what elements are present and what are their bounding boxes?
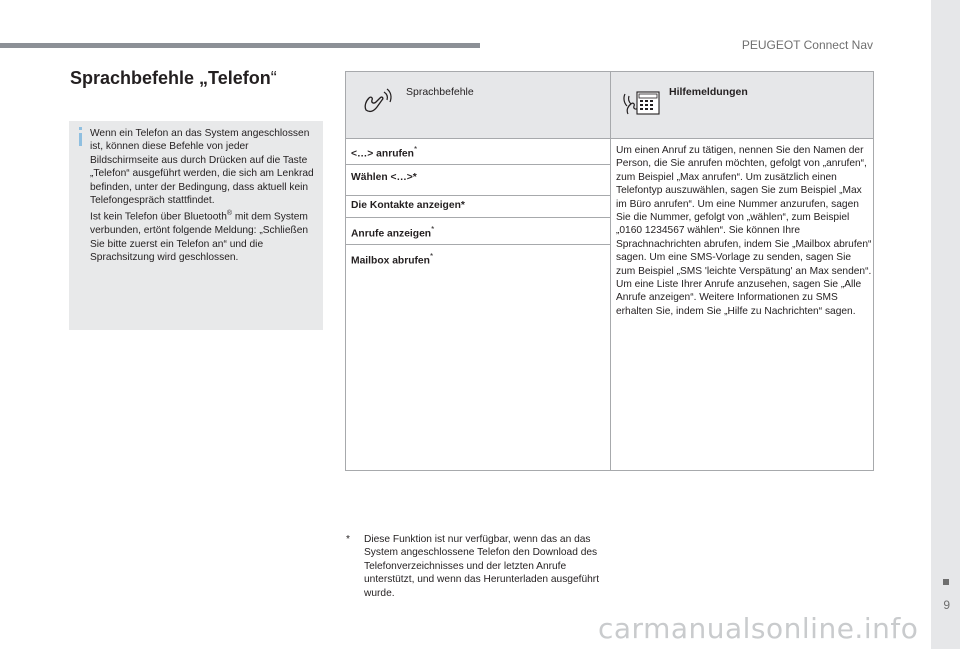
help-message-text: Um einen Anruf zu tätigen, nennen Sie den Namen der Person, die Sie anrufen möchten, gefolgt von „anrufen“, zum Beispiel „Max anrufen“. Um zusätzlich einen Telefontyp auszuwählen, sagen Sie zum Beispiel „Max im Büro anrufen“. Um eine Nummer anzurufen, sagen Sie die Nummer, gefolgt von „wählen“, zum Beispiel „0160 1234567 wählen“. Sie können Ihre Sprachnachrichten abrufen, indem Sie „Mailbox abrufen“ sagen. Um eine SMS-Vorlage zu senden, sagen Sie zum Beispiel „SMS 'leichte Verspätung' an Max senden“. Um eine Liste Ihrer Anrufe anzusehen, sagen Sie „Alle Anrufe anzeigen“. Weitere Informationen zu SMS erhalten Sie, indem Sie „Hilfe zu Nachrichten“ sagen.	[616, 145, 872, 317]
voice-commands-table	[345, 71, 874, 471]
voice-message-icon	[622, 84, 662, 118]
command-call-mark: *	[413, 145, 418, 154]
column-divider	[610, 72, 611, 470]
command-show-calls: Anrufe anzeigen	[351, 228, 432, 240]
document-title: PEUGEOT Connect Nav	[741, 38, 873, 52]
command-mailbox-mark: *	[429, 252, 434, 261]
page-marker	[943, 579, 949, 585]
section-title-text: Sprachbefehle „Telefon	[70, 68, 271, 88]
watermark: carmanualsonline.info	[598, 612, 919, 645]
info-box	[69, 121, 323, 330]
info-paragraph-2	[90, 207, 318, 264]
header-voice-commands: Sprachbefehle	[406, 86, 474, 98]
footnote-marker: *	[346, 534, 350, 545]
command-mailbox: Mailbox abrufen	[351, 255, 430, 267]
command-row-dial	[346, 165, 610, 196]
command-contacts: Die Kontakte anzeigen*	[351, 200, 465, 211]
section-title	[70, 68, 277, 89]
section-title-quote: “	[270, 68, 277, 88]
footnote	[346, 533, 606, 600]
command-dial: Wählen <…>*	[351, 172, 417, 183]
side-strip	[931, 0, 960, 649]
registered-mark: ®	[226, 210, 233, 218]
footnote-text: Diese Funktion ist nur verfügbar, wenn das an das System angeschlossene Telefon den Download des Telefonverzeichnisses und der letzten Anrufe unterstützt, und wenn das Herunterladen ausgeführt wurde.	[364, 534, 600, 599]
voice-command-icon	[362, 86, 396, 116]
header-help-messages: Hilfemeldungen	[669, 86, 748, 98]
command-row-contacts	[346, 196, 610, 218]
info-paragraph-1: Wenn ein Telefon an das System angeschlossen ist, können diese Befehle von jeder Bildschirmseite aus durch Drücken auf die Taste „Telefon“ ausgeführt werden, die sich am Lenkrad befinden, unter der Bedingung, dass aktuell kein Telefongespräch stattfindet.	[90, 128, 314, 207]
command-show-calls-mark: *	[431, 225, 435, 234]
header-rule	[0, 43, 480, 48]
info-paragraph-2-b: mit dem System verbunden, ertönt folgende Meldung: „Schließen Sie bitte zuerst ein Telefon an“ und die Sprachsitzung wird geschlossen.	[90, 211, 309, 264]
command-row-calls	[346, 218, 610, 245]
command-row-call	[346, 138, 610, 165]
info-text	[90, 127, 318, 264]
info-paragraph-2-a: Ist kein Telefon über Bluetooth	[90, 211, 227, 223]
page-number: 9	[943, 598, 950, 612]
command-row-mailbox	[346, 245, 610, 470]
command-call: <…> anrufen	[351, 148, 414, 160]
info-icon	[79, 133, 82, 146]
